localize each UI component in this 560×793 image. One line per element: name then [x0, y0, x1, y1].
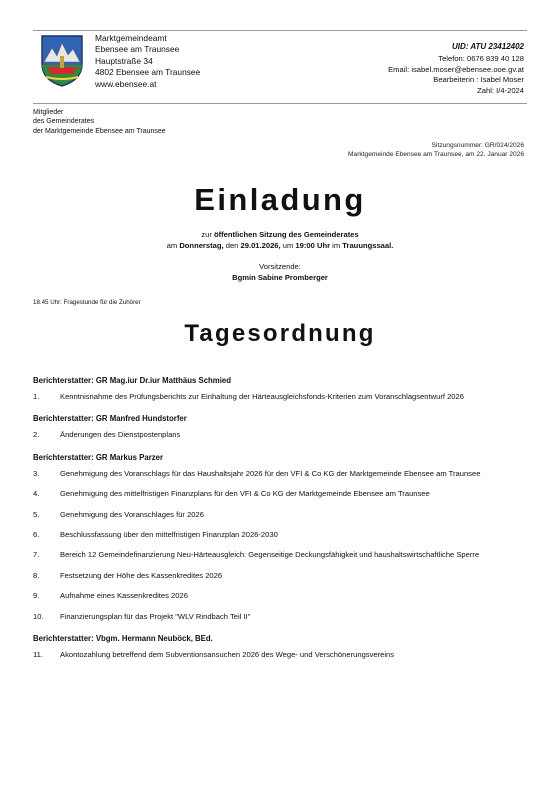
invite-text: am [166, 241, 180, 250]
recipient-line: Mitglieder [33, 109, 64, 116]
session-location: Trauungssaal. [342, 241, 394, 250]
item-text: Beschlussfassung über den mittelfristigen Finanzplan 2026-2030 [60, 530, 278, 540]
item-text: Genehmigung des Voranschlages für 2026 [60, 509, 204, 519]
invite-text: zur [201, 230, 214, 239]
website-link[interactable]: www.ebensee.at [95, 78, 157, 89]
session-type: öffentlichen Sitzung des Gemeinderates [213, 230, 359, 239]
item-number: 7. [33, 550, 40, 560]
reporter-heading: Berichterstatter: GR Manfred Hundstorfer [33, 414, 187, 424]
agenda-item [33, 571, 525, 581]
item-number: 5. [33, 509, 40, 519]
agenda-item [33, 650, 525, 660]
agenda-item [33, 430, 525, 440]
sender-line: Marktgemeindeamt [95, 33, 167, 43]
municipal-crest-icon [40, 34, 84, 88]
reference-number: Zahl: I/4-2024 [477, 85, 524, 95]
header-top-rule [33, 30, 527, 31]
invitation-title: Einladung [194, 182, 366, 217]
sender-line: Hauptstraße 34 [95, 55, 153, 66]
item-text: Finanzierungsplan für das Projekt "WLV Rindbach Teil II" [60, 611, 251, 621]
header-bottom-rule [33, 103, 527, 104]
invite-text: um [280, 241, 296, 250]
item-number: 9. [33, 591, 40, 601]
item-text: Festsetzung der Höhe des Kassenkredites 2026 [60, 570, 223, 580]
item-number: 4. [33, 489, 40, 499]
item-text: Kenntnisnahme des Prüfungsberichts zur Einhaltung der Härteausgleichsfonds-Kriterien zum Voranschlagsentwurf 2026 [60, 392, 464, 401]
recipient-block [33, 108, 166, 136]
item-text: Aufnahme eines Kassenkredites 2026 [60, 591, 188, 601]
item-number: 10. [33, 611, 44, 621]
agenda-section [33, 634, 525, 660]
sender-line: Ebensee am Traunsee [95, 44, 180, 55]
agenda-item [33, 550, 525, 560]
agenda-section [33, 376, 525, 402]
reporter-heading: Berichterstatter: GR Mag.iur Dr.iur Matthäus Schmied [33, 376, 231, 385]
session-day: Donnerstag, [179, 241, 224, 250]
clerk-line: Bearbeiterin : Isabel Moser [433, 75, 524, 85]
contact-block [388, 42, 524, 96]
item-number: 11. [33, 650, 43, 660]
sender-line: 4802 Ebensee am Traunsee [95, 67, 201, 78]
agenda-item [33, 510, 525, 520]
uid-number: UID: ATU 23412402 [451, 42, 524, 51]
phone-line: Telefon: 0676 839 40 128 [438, 54, 524, 64]
sender-address [95, 33, 200, 90]
agenda-title: Tagesordnung [184, 320, 376, 347]
reporter-heading: Berichterstatter: Vbgm. Hermann Neuböck, BEd. [33, 634, 213, 644]
item-text: Genehmigung des Voranschlags für das Haushaltsjahr 2026 für den VFI & Co KG der Marktgemeinde Ebensee am Traunsee [60, 468, 481, 478]
item-text: Änderungen des Dienstpostenplans [60, 430, 181, 440]
session-time: 19:00 Uhr [295, 241, 331, 250]
agenda-section [33, 453, 525, 622]
item-text: Akontozahlung betreffend dem Subventionsansuchen 2026 des Wege- und Verschönerungsvereins [60, 650, 395, 660]
invitation-text [0, 229, 560, 251]
chair-block [0, 262, 560, 283]
item-number: 3. [33, 468, 40, 478]
session-meta [348, 141, 524, 159]
agenda-item [33, 591, 525, 601]
agenda-item [33, 489, 525, 499]
question-hour: 18.45 Uhr: Fragestunde für die Zuhörer [33, 299, 141, 306]
item-text: Bereich 12 Gemeindefinanzierung Neu-Härteausgleich: Gegenseitige Deckungsfähigkeit und haushaltswirtschaftliche Sperre [60, 550, 480, 560]
item-text: Genehmigung des mittelfristigen Finanzplans für den VFI & Co KG der Marktgemeinde Ebensee am Traunsee [60, 489, 430, 499]
item-number: 1. [33, 392, 40, 401]
item-number: 8. [33, 570, 40, 580]
reporter-heading: Berichterstatter: GR Markus Parzer [33, 452, 163, 462]
session-number: Sitzungsnummer: GR/024/2026 [431, 142, 524, 149]
place-date: Marktgemeinde Ebensee am Traunsee, am 22. Januar 2026 [348, 151, 524, 158]
session-date: 29.01.2026, [240, 241, 281, 250]
agenda-item [33, 392, 525, 402]
recipient-line: des Gemeinderates [33, 118, 95, 126]
agenda-list [33, 376, 525, 672]
agenda-item [33, 469, 525, 479]
invite-text: im [330, 241, 343, 250]
item-number: 2. [33, 430, 40, 440]
invite-text: den [223, 241, 241, 250]
agenda-item [33, 530, 525, 540]
recipient-line: der Marktgemeinde Ebensee am Traunsee [33, 127, 166, 135]
agenda-item [33, 612, 525, 622]
agenda-section [33, 414, 525, 440]
item-number: 6. [33, 530, 40, 540]
email-link[interactable]: Email: isabel.moser@ebensee.ooe.gv.at [388, 64, 524, 74]
chair-name: Bgmin Sabine Promberger [232, 272, 328, 282]
chair-label: Vorsitzende: [259, 262, 301, 271]
